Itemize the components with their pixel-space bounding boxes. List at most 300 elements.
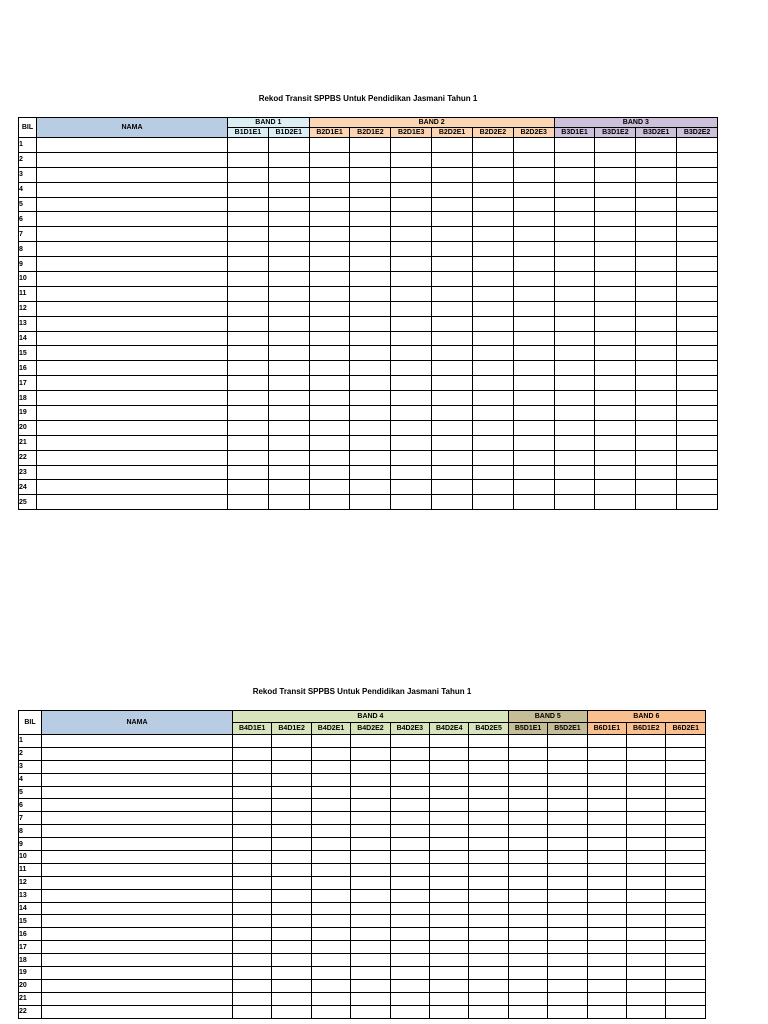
nama-cell[interactable] <box>37 480 228 495</box>
score-cell[interactable] <box>233 889 272 902</box>
score-cell[interactable] <box>390 851 429 864</box>
score-cell[interactable] <box>228 420 269 435</box>
score-cell[interactable] <box>391 361 432 376</box>
score-cell[interactable] <box>272 992 311 1005</box>
score-cell[interactable] <box>309 197 350 212</box>
score-cell[interactable] <box>666 799 706 812</box>
score-cell[interactable] <box>309 212 350 227</box>
score-cell[interactable] <box>548 876 587 889</box>
score-cell[interactable] <box>272 735 311 748</box>
score-cell[interactable] <box>228 406 269 421</box>
score-cell[interactable] <box>677 152 718 167</box>
score-cell[interactable] <box>513 361 554 376</box>
score-cell[interactable] <box>627 863 666 876</box>
score-cell[interactable] <box>311 799 350 812</box>
score-cell[interactable] <box>627 889 666 902</box>
score-cell[interactable] <box>636 242 677 257</box>
score-cell[interactable] <box>432 257 473 272</box>
score-cell[interactable] <box>351 1005 390 1018</box>
score-cell[interactable] <box>677 435 718 450</box>
score-cell[interactable] <box>666 838 706 851</box>
score-cell[interactable] <box>472 212 513 227</box>
score-cell[interactable] <box>554 316 595 331</box>
score-cell[interactable] <box>627 799 666 812</box>
score-cell[interactable] <box>548 954 587 967</box>
nama-cell[interactable] <box>37 242 228 257</box>
score-cell[interactable] <box>350 152 391 167</box>
score-cell[interactable] <box>390 799 429 812</box>
score-cell[interactable] <box>472 182 513 197</box>
score-cell[interactable] <box>554 301 595 316</box>
score-cell[interactable] <box>430 979 469 992</box>
score-cell[interactable] <box>350 435 391 450</box>
score-cell[interactable] <box>554 242 595 257</box>
nama-cell[interactable] <box>42 902 233 915</box>
nama-cell[interactable] <box>37 227 228 242</box>
score-cell[interactable] <box>309 227 350 242</box>
nama-cell[interactable] <box>37 286 228 301</box>
score-cell[interactable] <box>350 286 391 301</box>
score-cell[interactable] <box>587 967 626 980</box>
nama-cell[interactable] <box>37 361 228 376</box>
score-cell[interactable] <box>472 465 513 480</box>
score-cell[interactable] <box>228 346 269 361</box>
score-cell[interactable] <box>311 954 350 967</box>
score-cell[interactable] <box>228 435 269 450</box>
score-cell[interactable] <box>432 212 473 227</box>
score-cell[interactable] <box>513 197 554 212</box>
score-cell[interactable] <box>677 465 718 480</box>
score-cell[interactable] <box>595 301 636 316</box>
score-cell[interactable] <box>548 735 587 748</box>
nama-cell[interactable] <box>42 979 233 992</box>
nama-cell[interactable] <box>42 876 233 889</box>
score-cell[interactable] <box>508 735 547 748</box>
score-cell[interactable] <box>391 346 432 361</box>
score-cell[interactable] <box>268 272 309 287</box>
score-cell[interactable] <box>390 1005 429 1018</box>
score-cell[interactable] <box>432 286 473 301</box>
score-cell[interactable] <box>272 979 311 992</box>
score-cell[interactable] <box>627 902 666 915</box>
score-cell[interactable] <box>595 450 636 465</box>
nama-cell[interactable] <box>37 257 228 272</box>
score-cell[interactable] <box>554 227 595 242</box>
score-cell[interactable] <box>272 915 311 928</box>
score-cell[interactable] <box>430 863 469 876</box>
score-cell[interactable] <box>548 915 587 928</box>
score-cell[interactable] <box>636 435 677 450</box>
score-cell[interactable] <box>272 967 311 980</box>
score-cell[interactable] <box>309 272 350 287</box>
score-cell[interactable] <box>469 838 508 851</box>
score-cell[interactable] <box>351 786 390 799</box>
score-cell[interactable] <box>351 773 390 786</box>
nama-cell[interactable] <box>42 735 233 748</box>
score-cell[interactable] <box>268 420 309 435</box>
score-cell[interactable] <box>472 167 513 182</box>
score-cell[interactable] <box>508 825 547 838</box>
score-cell[interactable] <box>311 863 350 876</box>
score-cell[interactable] <box>636 138 677 153</box>
score-cell[interactable] <box>430 799 469 812</box>
score-cell[interactable] <box>311 967 350 980</box>
score-cell[interactable] <box>432 495 473 510</box>
score-cell[interactable] <box>233 992 272 1005</box>
score-cell[interactable] <box>548 760 587 773</box>
score-cell[interactable] <box>432 152 473 167</box>
score-cell[interactable] <box>472 495 513 510</box>
score-cell[interactable] <box>432 465 473 480</box>
score-cell[interactable] <box>554 391 595 406</box>
score-cell[interactable] <box>430 928 469 941</box>
score-cell[interactable] <box>508 786 547 799</box>
nama-cell[interactable] <box>37 316 228 331</box>
score-cell[interactable] <box>350 138 391 153</box>
score-cell[interactable] <box>627 747 666 760</box>
score-cell[interactable] <box>636 301 677 316</box>
score-cell[interactable] <box>636 152 677 167</box>
score-cell[interactable] <box>430 1005 469 1018</box>
score-cell[interactable] <box>513 420 554 435</box>
score-cell[interactable] <box>351 979 390 992</box>
score-cell[interactable] <box>554 197 595 212</box>
score-cell[interactable] <box>432 361 473 376</box>
score-cell[interactable] <box>666 747 706 760</box>
score-cell[interactable] <box>587 851 626 864</box>
score-cell[interactable] <box>309 331 350 346</box>
score-cell[interactable] <box>311 735 350 748</box>
score-cell[interactable] <box>351 747 390 760</box>
score-cell[interactable] <box>677 450 718 465</box>
nama-cell[interactable] <box>42 838 233 851</box>
score-cell[interactable] <box>469 992 508 1005</box>
score-cell[interactable] <box>587 812 626 825</box>
score-cell[interactable] <box>390 876 429 889</box>
score-cell[interactable] <box>390 902 429 915</box>
nama-cell[interactable] <box>42 1005 233 1018</box>
score-cell[interactable] <box>548 786 587 799</box>
score-cell[interactable] <box>350 495 391 510</box>
score-cell[interactable] <box>430 876 469 889</box>
score-cell[interactable] <box>268 391 309 406</box>
score-cell[interactable] <box>677 301 718 316</box>
score-cell[interactable] <box>432 182 473 197</box>
score-cell[interactable] <box>627 941 666 954</box>
score-cell[interactable] <box>587 928 626 941</box>
score-cell[interactable] <box>627 812 666 825</box>
score-cell[interactable] <box>677 346 718 361</box>
score-cell[interactable] <box>636 480 677 495</box>
score-cell[interactable] <box>309 406 350 421</box>
score-cell[interactable] <box>391 286 432 301</box>
score-cell[interactable] <box>391 450 432 465</box>
score-cell[interactable] <box>508 747 547 760</box>
score-cell[interactable] <box>554 495 595 510</box>
score-cell[interactable] <box>548 851 587 864</box>
score-cell[interactable] <box>595 257 636 272</box>
score-cell[interactable] <box>554 138 595 153</box>
score-cell[interactable] <box>228 316 269 331</box>
score-cell[interactable] <box>666 760 706 773</box>
score-cell[interactable] <box>350 376 391 391</box>
score-cell[interactable] <box>390 928 429 941</box>
score-cell[interactable] <box>391 242 432 257</box>
score-cell[interactable] <box>513 227 554 242</box>
score-cell[interactable] <box>472 376 513 391</box>
score-cell[interactable] <box>513 138 554 153</box>
score-cell[interactable] <box>228 138 269 153</box>
score-cell[interactable] <box>595 152 636 167</box>
score-cell[interactable] <box>666 941 706 954</box>
score-cell[interactable] <box>351 812 390 825</box>
nama-cell[interactable] <box>37 182 228 197</box>
score-cell[interactable] <box>472 301 513 316</box>
score-cell[interactable] <box>677 361 718 376</box>
score-cell[interactable] <box>469 851 508 864</box>
score-cell[interactable] <box>391 257 432 272</box>
nama-cell[interactable] <box>37 331 228 346</box>
score-cell[interactable] <box>513 182 554 197</box>
score-cell[interactable] <box>469 915 508 928</box>
score-cell[interactable] <box>228 480 269 495</box>
score-cell[interactable] <box>391 167 432 182</box>
score-cell[interactable] <box>636 361 677 376</box>
score-cell[interactable] <box>430 992 469 1005</box>
nama-cell[interactable] <box>42 954 233 967</box>
score-cell[interactable] <box>432 197 473 212</box>
score-cell[interactable] <box>350 257 391 272</box>
score-cell[interactable] <box>627 838 666 851</box>
score-cell[interactable] <box>627 876 666 889</box>
score-cell[interactable] <box>432 420 473 435</box>
score-cell[interactable] <box>350 212 391 227</box>
score-cell[interactable] <box>548 941 587 954</box>
score-cell[interactable] <box>677 138 718 153</box>
score-cell[interactable] <box>554 435 595 450</box>
score-cell[interactable] <box>311 825 350 838</box>
score-cell[interactable] <box>627 928 666 941</box>
score-cell[interactable] <box>666 812 706 825</box>
nama-cell[interactable] <box>37 376 228 391</box>
score-cell[interactable] <box>311 902 350 915</box>
score-cell[interactable] <box>513 301 554 316</box>
score-cell[interactable] <box>554 450 595 465</box>
score-cell[interactable] <box>272 825 311 838</box>
score-cell[interactable] <box>311 812 350 825</box>
score-cell[interactable] <box>595 331 636 346</box>
score-cell[interactable] <box>508 954 547 967</box>
score-cell[interactable] <box>666 889 706 902</box>
score-cell[interactable] <box>228 182 269 197</box>
score-cell[interactable] <box>350 197 391 212</box>
score-cell[interactable] <box>595 182 636 197</box>
score-cell[interactable] <box>390 967 429 980</box>
score-cell[interactable] <box>228 286 269 301</box>
score-cell[interactable] <box>508 773 547 786</box>
score-cell[interactable] <box>472 257 513 272</box>
score-cell[interactable] <box>508 928 547 941</box>
score-cell[interactable] <box>350 316 391 331</box>
score-cell[interactable] <box>311 760 350 773</box>
score-cell[interactable] <box>233 979 272 992</box>
score-cell[interactable] <box>469 954 508 967</box>
score-cell[interactable] <box>627 760 666 773</box>
score-cell[interactable] <box>233 915 272 928</box>
score-cell[interactable] <box>636 197 677 212</box>
score-cell[interactable] <box>472 242 513 257</box>
score-cell[interactable] <box>309 301 350 316</box>
score-cell[interactable] <box>391 152 432 167</box>
score-cell[interactable] <box>272 889 311 902</box>
score-cell[interactable] <box>430 838 469 851</box>
nama-cell[interactable] <box>37 138 228 153</box>
nama-cell[interactable] <box>37 435 228 450</box>
score-cell[interactable] <box>627 735 666 748</box>
score-cell[interactable] <box>351 992 390 1005</box>
score-cell[interactable] <box>508 760 547 773</box>
score-cell[interactable] <box>513 316 554 331</box>
score-cell[interactable] <box>351 902 390 915</box>
score-cell[interactable] <box>391 138 432 153</box>
score-cell[interactable] <box>309 316 350 331</box>
score-cell[interactable] <box>268 301 309 316</box>
score-cell[interactable] <box>587 735 626 748</box>
score-cell[interactable] <box>391 301 432 316</box>
score-cell[interactable] <box>391 435 432 450</box>
score-cell[interactable] <box>350 182 391 197</box>
score-cell[interactable] <box>469 1005 508 1018</box>
score-cell[interactable] <box>508 851 547 864</box>
score-cell[interactable] <box>309 152 350 167</box>
score-cell[interactable] <box>636 286 677 301</box>
score-cell[interactable] <box>595 316 636 331</box>
score-cell[interactable] <box>311 838 350 851</box>
score-cell[interactable] <box>309 138 350 153</box>
score-cell[interactable] <box>272 851 311 864</box>
score-cell[interactable] <box>432 376 473 391</box>
nama-cell[interactable] <box>42 799 233 812</box>
score-cell[interactable] <box>595 361 636 376</box>
score-cell[interactable] <box>309 242 350 257</box>
score-cell[interactable] <box>268 182 309 197</box>
score-cell[interactable] <box>587 863 626 876</box>
score-cell[interactable] <box>268 316 309 331</box>
score-cell[interactable] <box>469 812 508 825</box>
score-cell[interactable] <box>228 227 269 242</box>
score-cell[interactable] <box>432 167 473 182</box>
score-cell[interactable] <box>390 863 429 876</box>
score-cell[interactable] <box>469 863 508 876</box>
score-cell[interactable] <box>430 773 469 786</box>
score-cell[interactable] <box>469 799 508 812</box>
score-cell[interactable] <box>587 760 626 773</box>
score-cell[interactable] <box>627 915 666 928</box>
nama-cell[interactable] <box>37 167 228 182</box>
score-cell[interactable] <box>513 272 554 287</box>
score-cell[interactable] <box>554 286 595 301</box>
score-cell[interactable] <box>432 435 473 450</box>
score-cell[interactable] <box>548 902 587 915</box>
score-cell[interactable] <box>228 212 269 227</box>
score-cell[interactable] <box>228 450 269 465</box>
score-cell[interactable] <box>548 838 587 851</box>
score-cell[interactable] <box>350 227 391 242</box>
score-cell[interactable] <box>469 979 508 992</box>
score-cell[interactable] <box>595 406 636 421</box>
score-cell[interactable] <box>554 361 595 376</box>
score-cell[interactable] <box>472 316 513 331</box>
score-cell[interactable] <box>350 465 391 480</box>
score-cell[interactable] <box>587 915 626 928</box>
score-cell[interactable] <box>309 361 350 376</box>
score-cell[interactable] <box>351 825 390 838</box>
score-cell[interactable] <box>554 272 595 287</box>
score-cell[interactable] <box>233 941 272 954</box>
score-cell[interactable] <box>513 286 554 301</box>
score-cell[interactable] <box>351 889 390 902</box>
score-cell[interactable] <box>595 242 636 257</box>
score-cell[interactable] <box>472 272 513 287</box>
score-cell[interactable] <box>311 773 350 786</box>
score-cell[interactable] <box>595 480 636 495</box>
score-cell[interactable] <box>350 406 391 421</box>
score-cell[interactable] <box>595 197 636 212</box>
score-cell[interactable] <box>469 902 508 915</box>
nama-cell[interactable] <box>42 760 233 773</box>
score-cell[interactable] <box>309 480 350 495</box>
score-cell[interactable] <box>472 435 513 450</box>
score-cell[interactable] <box>351 941 390 954</box>
score-cell[interactable] <box>587 992 626 1005</box>
score-cell[interactable] <box>513 465 554 480</box>
score-cell[interactable] <box>311 928 350 941</box>
nama-cell[interactable] <box>37 495 228 510</box>
score-cell[interactable] <box>677 316 718 331</box>
score-cell[interactable] <box>587 941 626 954</box>
score-cell[interactable] <box>472 391 513 406</box>
score-cell[interactable] <box>548 747 587 760</box>
score-cell[interactable] <box>432 450 473 465</box>
score-cell[interactable] <box>508 863 547 876</box>
score-cell[interactable] <box>627 825 666 838</box>
score-cell[interactable] <box>666 915 706 928</box>
score-cell[interactable] <box>595 212 636 227</box>
score-cell[interactable] <box>513 450 554 465</box>
score-cell[interactable] <box>554 167 595 182</box>
score-cell[interactable] <box>548 825 587 838</box>
score-cell[interactable] <box>391 420 432 435</box>
score-cell[interactable] <box>233 954 272 967</box>
score-cell[interactable] <box>351 863 390 876</box>
score-cell[interactable] <box>587 799 626 812</box>
score-cell[interactable] <box>595 420 636 435</box>
score-cell[interactable] <box>390 735 429 748</box>
score-cell[interactable] <box>636 316 677 331</box>
score-cell[interactable] <box>666 786 706 799</box>
nama-cell[interactable] <box>42 747 233 760</box>
score-cell[interactable] <box>351 851 390 864</box>
score-cell[interactable] <box>391 197 432 212</box>
score-cell[interactable] <box>390 954 429 967</box>
score-cell[interactable] <box>233 799 272 812</box>
score-cell[interactable] <box>228 272 269 287</box>
score-cell[interactable] <box>587 979 626 992</box>
score-cell[interactable] <box>666 851 706 864</box>
score-cell[interactable] <box>309 391 350 406</box>
score-cell[interactable] <box>677 495 718 510</box>
score-cell[interactable] <box>390 941 429 954</box>
